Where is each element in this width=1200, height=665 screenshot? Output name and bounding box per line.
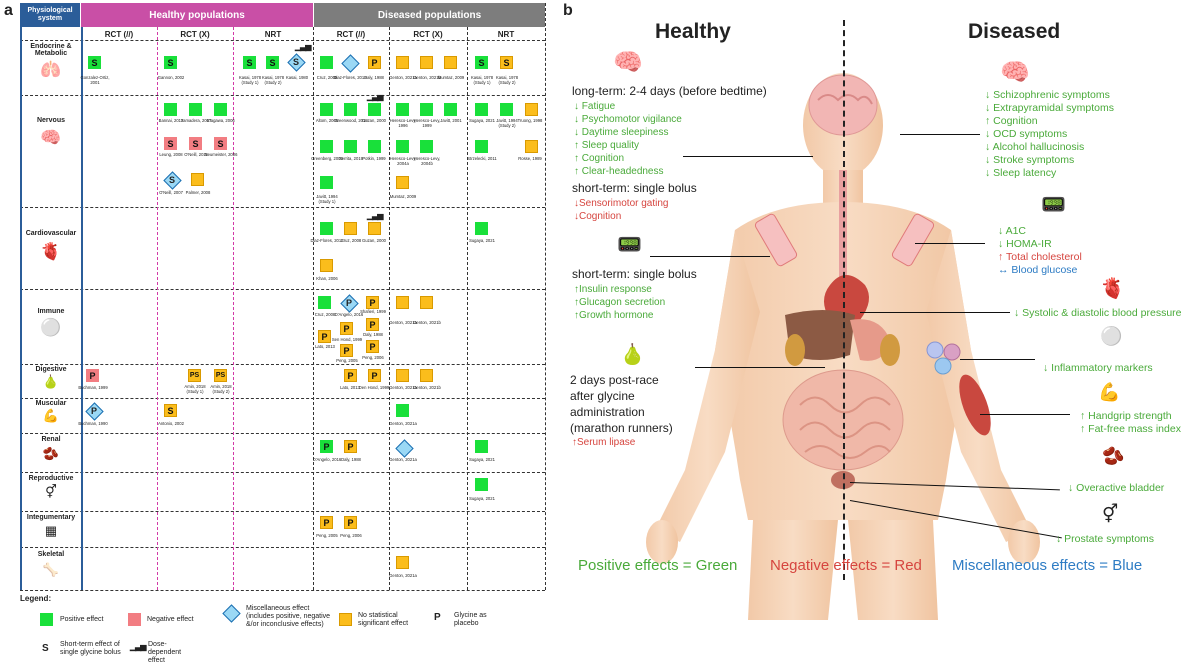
h-brain-head: long-term: 2-4 days (before bedtime) xyxy=(572,84,767,98)
study-positive-short: S xyxy=(266,56,279,69)
citation: Peng, 2005 xyxy=(316,533,338,538)
legend-negative-swatch xyxy=(128,613,141,626)
connector-line xyxy=(650,256,770,257)
healthy-title: Healthy xyxy=(655,20,731,43)
h-meter-item: ↑Growth hormone xyxy=(574,310,654,321)
citation: Potkin, 1999 xyxy=(362,156,386,161)
study-positive-short: S xyxy=(243,56,256,69)
h-brain-item: ↓ Psychomotor vigilance xyxy=(574,114,682,125)
short-term-mark: S xyxy=(168,175,175,185)
citation: Altom, 2005 xyxy=(315,118,339,123)
placebo-mark: P xyxy=(90,406,97,416)
study-placebo: P xyxy=(344,516,357,529)
d-brain-item: ↑ Cognition xyxy=(985,115,1038,127)
d-repro: ↓ Prostate symptoms xyxy=(1056,533,1155,545)
immune-cells-icon: ⚪ xyxy=(1100,326,1123,346)
grid-col-line xyxy=(545,3,546,590)
connector-line xyxy=(960,359,1035,360)
system-integumentary: Integumentary xyxy=(26,514,76,521)
stomach-icon: 🍐 xyxy=(620,344,645,366)
connector-line xyxy=(900,134,980,135)
study-nosig xyxy=(368,222,381,235)
d-muscle: ↑ Fat-free mass index xyxy=(1080,423,1181,435)
study-positive xyxy=(368,140,381,153)
study-positive xyxy=(475,103,488,116)
d-meter-item: ↓ A1C xyxy=(998,225,1027,237)
d-brain-item: ↓ Extrapyramidal symptoms xyxy=(985,102,1114,114)
citation: Sugaya, 2021 xyxy=(469,496,495,501)
study-positive xyxy=(475,478,488,491)
citation: Gannon, 2002 xyxy=(157,75,185,80)
study-nosig-short: S xyxy=(500,56,513,69)
study-placebo: P xyxy=(320,516,333,529)
citation: Guzan, 2000 xyxy=(362,238,386,243)
citation: Cruz, 2008 xyxy=(314,312,336,317)
citation: Heresco-Levy, 1996 xyxy=(389,118,417,128)
citation: Javitt, 2001 xyxy=(440,118,462,123)
citation: Mumtaz, 2009 xyxy=(437,75,465,80)
study-positive xyxy=(396,103,409,116)
study-placebo-short: PS xyxy=(188,369,201,382)
study-positive-short: S xyxy=(164,56,177,69)
citation: Javitt, 1994 (Study 1) xyxy=(316,194,338,204)
system-skeletal: Skeletal xyxy=(37,551,65,558)
h-meter-item: ↑Insulin response xyxy=(574,284,652,295)
study-positive xyxy=(164,103,177,116)
citation: Heresco-Levy, 2004b xyxy=(413,156,441,166)
kidney-icon: 🫘 xyxy=(1102,446,1125,466)
citation: Antonio, 2002 xyxy=(158,421,184,426)
study-positive xyxy=(368,103,381,116)
legend-negative: Negative effect xyxy=(147,616,194,623)
study-positive xyxy=(344,103,357,116)
citation: Kasai, 1978 (Study 2) xyxy=(261,75,285,85)
d-meter-item: ↓ HOMA-IR xyxy=(998,238,1052,250)
col-diseased-rct-parallel: RCT (//) xyxy=(336,30,366,39)
grid-col-line xyxy=(467,27,468,590)
study-positive xyxy=(320,222,333,235)
h-brain-item: ↓ Fatigue xyxy=(574,101,616,112)
d-brain-item: ↓ Schizophrenic symptoms xyxy=(985,89,1110,101)
study-positive xyxy=(500,103,513,116)
citation: Daly, 1988 xyxy=(341,457,361,462)
h-brain-item: ↑ Clear-headedness xyxy=(574,166,664,177)
citation: Lato, 2013 xyxy=(315,344,335,349)
dose-dependent-icon: ▁▃▅ xyxy=(295,42,311,51)
h-meter-head: short-term: single bolus xyxy=(572,267,697,281)
study-nosig xyxy=(525,103,538,116)
dose-dependent-icon: ▁▃▅ xyxy=(130,642,146,651)
study-nosig xyxy=(525,140,538,153)
study-placebo: P xyxy=(340,344,353,357)
grid-col-line xyxy=(233,27,234,590)
d-brain-item: ↓ Stroke symptoms xyxy=(985,154,1075,166)
citation: Cruz, 2008 xyxy=(340,238,362,243)
placebo-mark: P xyxy=(345,298,352,308)
connector-line xyxy=(915,243,985,244)
study-nosig xyxy=(191,173,204,186)
citation: Heresco-Levy, 2004a xyxy=(389,156,417,166)
study-positive xyxy=(475,440,488,453)
citation: Buchman, 1999 xyxy=(78,385,108,390)
citation: Genton, 2021b xyxy=(413,75,441,80)
citation: Amin, 2018 (Study 1) xyxy=(184,384,206,394)
study-positive xyxy=(396,404,409,417)
study-placebo: P xyxy=(344,369,357,382)
citation: Mumtaz, 2009 xyxy=(389,194,417,199)
citation: Daly, 1988 xyxy=(364,75,384,80)
col-healthy-rct-parallel: RCT (//) xyxy=(104,30,134,39)
brain-icon: 🧠 xyxy=(1000,59,1030,86)
study-nosig xyxy=(396,56,409,69)
legend-nosig-swatch xyxy=(339,613,352,626)
legend-misc: Miscellaneous effect (includes positive, negative &/or inconclusive effects) xyxy=(246,605,331,628)
citation: Buchman, 1990 xyxy=(78,421,108,426)
study-positive xyxy=(475,140,488,153)
h-stomach-line: administration xyxy=(570,405,645,419)
citation: Serrita, 2019 xyxy=(339,156,363,161)
citation: Gonzalez-Ortiz, 2001 xyxy=(80,75,110,85)
footer-positive: Positive effects = Green xyxy=(578,557,738,574)
citation: O'Neill, 2007 xyxy=(159,190,183,195)
brain-icon: 🧠 xyxy=(613,49,643,76)
study-nosig xyxy=(320,259,333,272)
citation: Javitt, 1994 (Study 2) xyxy=(496,118,518,128)
d-brain-item: ↓ Sleep latency xyxy=(985,167,1057,179)
citation: Genton, 2021a xyxy=(389,421,417,426)
citation: Sen Hond, 1999 xyxy=(331,337,363,342)
system-immune: Immune xyxy=(37,308,65,315)
kidney-icon: 🫘 xyxy=(42,446,60,461)
reproductive-icon: ⚥ xyxy=(45,484,57,499)
study-placebo: P xyxy=(368,369,381,382)
grid-col-line xyxy=(313,27,314,590)
system-muscular: Muscular xyxy=(35,400,67,407)
d-brain-item: ↓ Alcohol hallucinosis xyxy=(985,141,1085,153)
bone-icon: 🦴 xyxy=(42,562,60,577)
citation: Genton, 2021a xyxy=(389,75,417,80)
connector-line xyxy=(980,414,1070,415)
d-meter-neg: ↑ Total cholesterol xyxy=(998,251,1082,263)
immune-cells-icon: ⚪ xyxy=(40,318,62,337)
skin-icon: ▦ xyxy=(44,523,58,538)
d-immune: ↓ Inflammatory markers xyxy=(1043,362,1153,374)
citation: Peng, 2006 xyxy=(362,355,384,360)
h-stomach-line: after glycine xyxy=(570,389,635,403)
system-endocrine: Endocrine & Metabolic xyxy=(30,43,72,57)
legend-title: Legend: xyxy=(20,594,52,603)
study-positive xyxy=(320,140,333,153)
diseased-title: Diseased xyxy=(968,20,1061,43)
h-brain-neg: ↓Sensorimotor gating xyxy=(574,198,669,209)
study-nosig xyxy=(396,176,409,189)
heart-icon: 🫀 xyxy=(1100,278,1125,300)
legend-positive: Positive effect xyxy=(60,616,104,623)
study-misc xyxy=(395,439,413,457)
study-positive xyxy=(444,103,457,116)
study-placebo-short: PS xyxy=(214,369,227,382)
legend-dose: Dose-dependent effect xyxy=(148,641,182,664)
citation: Truong, 1998 xyxy=(517,118,543,123)
short-term-mark: S xyxy=(292,57,299,67)
study-placebo: P xyxy=(366,296,379,309)
col-healthy-nrt: NRT xyxy=(264,30,282,39)
h-brain-item: ↑ Sleep quality xyxy=(574,140,640,151)
citation: Kasai, 1978 (Study 2) xyxy=(495,75,519,85)
citation: Genton, 2021a xyxy=(389,573,417,578)
citation: Guzan, 2000 xyxy=(362,118,386,123)
study-positive xyxy=(318,296,331,309)
citation: Inagawa, 2006 xyxy=(207,118,235,123)
study-positive-placebo: P xyxy=(320,440,333,453)
system-reproductive: Reproductive xyxy=(28,475,74,482)
legend-short: Short-term effect of single glycine bolus xyxy=(60,641,121,656)
citation: Kasai, 1980 xyxy=(285,75,309,80)
col-healthy-rct-crossover: RCT (X) xyxy=(180,30,210,39)
pancreas-icon: 🫁 xyxy=(40,60,62,79)
study-positive xyxy=(420,140,433,153)
study-nosig xyxy=(420,296,433,309)
citation: Genton, 2021b xyxy=(413,320,441,325)
citation: Khan, 2006 xyxy=(316,276,338,281)
citation: Diaz-Flores, 2013 xyxy=(310,238,344,243)
physio-header: Physiological system xyxy=(20,3,80,27)
study-nosig xyxy=(344,222,357,235)
study-placebo: P xyxy=(366,318,379,331)
legend-nosig: No statistical significant effect xyxy=(358,612,409,627)
study-nosig xyxy=(420,56,433,69)
citation: Shafieri, 1999 xyxy=(360,309,386,314)
glucometer-icon: 📟 xyxy=(1041,194,1066,216)
study-positive xyxy=(214,103,227,116)
citation: Diaz-Flores, 2013 xyxy=(333,75,367,80)
citation: Strzelecki, 2011 xyxy=(467,156,497,161)
citation: Yamadera, 2007 xyxy=(180,118,212,123)
stomach-icon: 🍐 xyxy=(42,374,60,389)
study-positive xyxy=(320,103,333,116)
citation: Rosse, 1989 xyxy=(518,156,542,161)
system-nervous: Nervous xyxy=(36,117,65,124)
system-digestive: Digestive xyxy=(35,366,67,373)
citation: Daly, 1988 xyxy=(363,332,383,337)
connector-line xyxy=(695,367,825,368)
footer-negative: Negative effects = Red xyxy=(770,557,922,574)
h-stomach-line: 2 days post-race xyxy=(570,373,659,387)
study-positive xyxy=(420,103,433,116)
h-brain-head2: short-term: single bolus xyxy=(572,181,697,195)
muscle-icon: 💪 xyxy=(1098,382,1121,402)
study-nosig xyxy=(396,556,409,569)
h-brain-item: ↓ Daytime sleepiness xyxy=(574,127,669,138)
system-cardiovascular: Cardiovascular xyxy=(25,230,77,237)
citation: Lato, 2013 xyxy=(340,385,360,390)
study-positive xyxy=(320,176,333,189)
d-heart: ↓ Systolic & diastolic blood pressure xyxy=(1014,307,1182,319)
citation: Greenwood, 2018 xyxy=(334,118,368,123)
grid-col-line xyxy=(20,3,22,590)
study-negative-short: S xyxy=(214,137,227,150)
study-positive xyxy=(475,222,488,235)
citation: D'Angelo, 2016 xyxy=(334,312,364,317)
healthy-header: Healthy populations xyxy=(81,3,313,27)
citation: Kasai, 1978 (Study 1) xyxy=(238,75,262,85)
d-muscle: ↑ Handgrip strength xyxy=(1080,410,1172,422)
citation: Sugaya, 2021 xyxy=(469,118,495,123)
study-placebo: P xyxy=(366,340,379,353)
grid-bottom xyxy=(20,590,545,591)
study-nosig xyxy=(444,56,457,69)
legend-positive-swatch xyxy=(40,613,53,626)
study-negative-placebo: P xyxy=(86,369,99,382)
study-negative-short: S xyxy=(189,137,202,150)
muscle-icon: 💪 xyxy=(42,408,60,423)
study-nosig xyxy=(420,369,433,382)
d-kidney: ↓ Overactive bladder xyxy=(1068,482,1165,494)
reproductive-icon: ⚥ xyxy=(1102,504,1119,524)
diseased-header: Diseased populations xyxy=(314,3,545,27)
citation: Genton, 2021a xyxy=(389,385,417,390)
citation: Kasai, 1978 (Study 1) xyxy=(470,75,494,85)
grid-col-line xyxy=(81,27,83,590)
study-negative-short: S xyxy=(164,137,177,150)
grid-col-line xyxy=(157,27,158,590)
citation: Heresco-Levy, 1999 xyxy=(413,118,441,128)
citation: Amin, 2018 (Study 2) xyxy=(210,384,232,394)
citation: O'Neill, 2011 xyxy=(184,152,208,157)
citation: Cruz, 2008 xyxy=(316,75,338,80)
d-meter-misc: ↔ Blood glucose xyxy=(998,264,1078,276)
study-nosig xyxy=(396,369,409,382)
h-meter-item: ↑Glucagon secretion xyxy=(574,297,666,308)
citation: Peng, 2005 xyxy=(336,358,358,363)
col-diseased-nrt: NRT xyxy=(497,30,515,39)
glucometer-icon: 📟 xyxy=(617,234,642,256)
citation: Peng, 2006 xyxy=(340,533,362,538)
connector-line xyxy=(860,312,1010,313)
col-diseased-rct-crossover: RCT (X) xyxy=(413,30,443,39)
heart-icon: 🫀 xyxy=(40,242,62,261)
dose-dependent-icon: ▁▃▅ xyxy=(367,211,383,220)
citation: Genton, 2021a xyxy=(389,320,417,325)
legend-short-mark: S xyxy=(42,643,49,654)
study-nosig-short: S xyxy=(164,404,177,417)
study-positive xyxy=(396,140,409,153)
h-stomach-neg: ↑Serum lipase xyxy=(572,437,636,448)
footer-misc: Miscellaneous effects = Blue xyxy=(952,557,1143,574)
citation: Den Hond, 1999 xyxy=(358,385,390,390)
citation: Bannai, 2012 xyxy=(158,118,184,123)
h-brain-item: ↑ Cognition xyxy=(574,153,625,164)
study-positive xyxy=(189,103,202,116)
citation: Palmer, 2008 xyxy=(185,190,211,195)
d-brain-item: ↓ OCD symptoms xyxy=(985,128,1068,140)
study-placebo: P xyxy=(368,56,381,69)
h-brain-neg: ↓Cognition xyxy=(574,211,622,222)
legend-misc-swatch xyxy=(222,604,240,622)
h-stomach-line: (marathon runners) xyxy=(570,421,673,435)
study-placebo: P xyxy=(340,322,353,335)
panel-a-label: a xyxy=(4,2,13,19)
study-misc xyxy=(341,54,359,72)
citation: Genton, 2021a xyxy=(389,457,417,462)
citation: Sugaya, 2021 xyxy=(469,457,495,462)
study-nosig xyxy=(396,296,409,309)
citation: Leung, 2008 xyxy=(159,152,183,157)
study-positive xyxy=(344,140,357,153)
citation: D'Angelo, 2016 xyxy=(312,457,342,462)
citation: Sugaya, 2021 xyxy=(469,238,495,243)
study-positive-short: S xyxy=(475,56,488,69)
system-renal: Renal xyxy=(41,436,61,443)
dose-dependent-icon: ▁▃▅ xyxy=(367,92,383,101)
legend-placebo-mark: P xyxy=(434,612,441,623)
citation: Genton, 2021b xyxy=(413,385,441,390)
panel-b-label: b xyxy=(563,2,573,19)
study-positive-short: S xyxy=(88,56,101,69)
citation: Neumeister, 2006 xyxy=(204,152,238,157)
citation: Greenberg, 2009 xyxy=(311,156,343,161)
study-placebo: P xyxy=(344,440,357,453)
study-placebo: P xyxy=(318,330,331,343)
connector-line xyxy=(683,156,813,157)
study-positive xyxy=(320,56,333,69)
legend-placebo: Glycine as placebo xyxy=(454,612,487,627)
brain-icon: 🧠 xyxy=(40,128,62,147)
center-divider xyxy=(843,20,845,580)
